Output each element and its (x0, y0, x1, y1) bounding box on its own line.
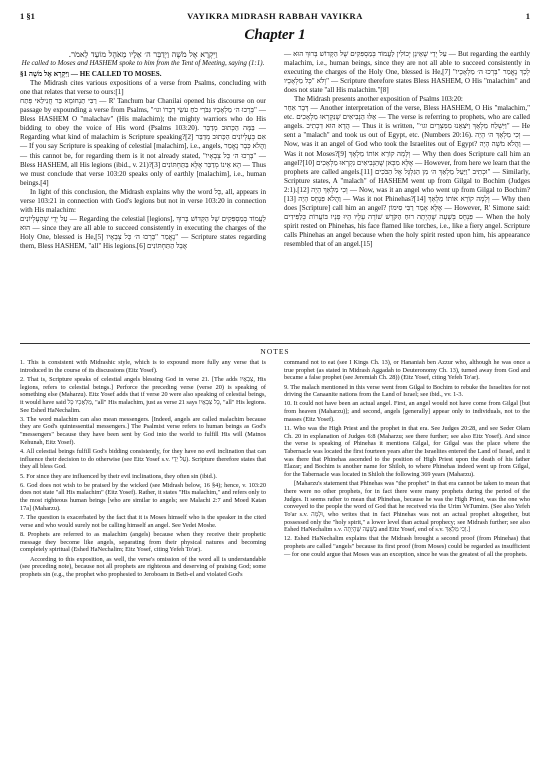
notes-left-column (20, 359, 266, 580)
notes-right-column (284, 359, 530, 560)
note-item: 10. It could not have been an actual angel. First, an angel would not have come from Gilgal [but from heaven (Maharzu)]; and second, angels [generally] appear only to individuals, not to the masses (Eitz Yosef). (284, 400, 530, 423)
paragraph: In light of this conclusion, the Midrash explains why the word כָּל, all, appears in verse 103:21 in connection with God's legions but not in verse 103:20 in connection with His malachim: (20, 187, 266, 214)
paragraph: — עַל יְדֵי שֶׁאֵינָן יְכוֹלִין לַעֲמוֹד בְּמַסְפִּקִים שֶׁל הַקָּדוֹשׁ בָּרוּךְ הוּא — But regarding the earthly malachim, i.e., human beings, since they are not all able to succeed consistently in executing the charges of the Holy One, blessed is He,[7] לְכָךְ נֶאֱמַר "בָּרְכוּ ה׳ מַלְאָכָיו" וְלֹא "כָּל מַלְאָכָיו" — Scripture therefore states Bless HASHEM, O His "malachim" and does not state "all His malachim."[8] (284, 50, 530, 95)
note-item: 2. That is, Scripture speaks of celestial angels blessing God in verse 21. [The adds צְבָאָיו, His legions, refers to celestial beings.] Perforce the preceding verse (verse 20) is speaking of something else (Maharzu). Eitz Yosef adds that if verse 20 were also speaking of celestial beings, it would have said מַלְאָכָיו כָּל, "all" His malachim, just as verse 21 says כָּל צְבָאָיו, "all" His legions. See Eshed HaNechalim. (20, 375, 267, 414)
paragraph: The Midrash presents another exposition of Psalms 103:20: (294, 95, 463, 104)
verse-heading (20, 50, 266, 68)
note-item: According to this exposition, as well, the verse's omission of the word all is understandable (see preceding note), because not all prophets are righteous and deserving of praising God; some prophets sin (e.g., the prophet who prophesied to Jeroboam in Beth-el and violated God's (20, 555, 266, 578)
note-item: 9. The malach mentioned in this verse went from Gilgal to Bochim to rebuke the Israelites for not driving the Canaanite nations from the Land of Israel; see ibid., vv. 1-3. (284, 383, 530, 399)
main-text-right-column (284, 50, 530, 249)
verse-hebrew: וַיִּקְרָא אֶל מֹשֶׁה וַיְדַבֵּר ה׳ אֵלָיו מֵאֹהֶל מוֹעֵד לֵאמֹר. (68, 50, 218, 59)
note-item: command not to eat (see I Kings Ch. 13), or Hananiah ben Azzur who, although he was once a true prophet (as stated in Midrash Aggadah to Deuteronomy Ch. 13), turned away from God and became a false prophet (see Jeremiah Ch. 28)) (Eitz Yosef, citing Yefeh To'ar). (284, 359, 530, 382)
notes-divider (20, 343, 530, 344)
verse-english: He called to Moses and HASHEM spoke to him from the Tent of Meeting, saying (1:1). (21, 59, 265, 68)
header-center: VAYIKRA MIDRASH RABBAH VAYIKRA (187, 11, 363, 21)
note-item: 6. God does not wish to be praised by the wicked (see Midrash below, 16 §4); hence, v. 103:20 does not state "all His malachim" (Eitz Yosef). Rather, it states "His malachim," and refers only to the most righteous human beings [who are similar to angels; see Malachi 2:7 and Moed Katan 17a] (Maharzu). (20, 481, 266, 512)
note-item: 3. The word malachim can also mean messengers. [Indeed, angels are called malachim because they are God's quintessential messengers.] The Psalmist verse refers to human beings as God's "messengers" because they have been sent by God into the world to fulfill His will (Matnos Kehunah, Eitz Yosef). (20, 415, 266, 446)
note-item: 4. All celestial beings fulfill God's bidding consistently, for they have no evil inclination that can influence their decision to do otherwise (see Eitz Yosef s.v. עַל יְדֵי). Scripture therefore states that they all bless God. (20, 448, 266, 471)
note-item: 5. For since they are influenced by their evil inclinations, they often sin (ibid.). (20, 472, 217, 480)
note-item: 8. Prophets are referred to as malachim (angels) because when they receive their prophetic message they become like angels, separating from their physical natures and becoming completely spiritual (Eshed HaNechalim; Eitz Yosef, citing Yefeh To'ar). (20, 530, 266, 554)
note-item: 7. The question is exacerbated by the fact that it is Moses himself who is the speaker in the cited verse and who would surely not be calling himself an angel. See Yedei Moshe. (20, 514, 266, 529)
paragraph: רַבִּי תַנְחוּמָא בַּר חֲנִילַאי פָּתַח — R' Tanchum bar Chanilai opened his discourse on our passage by expounding a verse from Psalms, "בָּרְכוּ ה׳ מַלְאָכָיו גִּבֹּרֵי כֹחַ עֹשֵׂי דְבָרוֹ וגו׳" — Bless HASHEM O "malachav" (His malachim); the mighty warriors who do His bidding to obey the voice of His word (Psalms 103:20). בַּמֶּה הַכָּתוּב מְדַבֵּר — Regarding what kind of malachim is Scripture speaking?[2] אִם בְּעֶלְיוֹנִים הַכָּתוּב מְדַבֵּר — If you say Scripture is speaking of celestial [malachim], i.e., angels, וַהֲלֹא כְּבָר נֶאֱמַר — this cannot be, for regarding them is it not already stated, "בָּרְכוּ ה׳ כָּל צְבָאָיו" — Bless HASHEM, all His legions (ibid., v. 21)?[3] הָא אֵינוֹ מְדַבֵּר אֶלָּא בַּתַּחְתּוֹנִים — Thus we must conclude that verse 103:20 speaks only of earthly [malachim], i.e., human beings.[4] (20, 97, 267, 187)
paragraph: עַל יְדֵי שֶׁהָעֶלְיוֹנִים — Regarding the celestial [legions], לַעֲמוֹד בְּמַסְפִּקִים שֶׁל הַקָּדוֹשׁ בָּרוּךְ הוּא — since they are all able to succeed consistently in executing the charges of the Holy One, blessed is He,[5] נֶאֱמַר "בָּרְכוּ ה׳ כָּל צְבָאָיו" — Scripture states regarding them, Bless HASHEM, "all" His legions.[6] אֲבָל הַתַּחְתּוֹנִים (20, 214, 267, 250)
chapter-title: Chapter 1 (244, 27, 306, 43)
header-right: 1 (525, 11, 530, 21)
section-marker: §1 וַיִּקְרָא אֶל מֹשֶׁה — HE CALLED TO MOSES. (20, 70, 162, 79)
main-text-left-column (20, 50, 266, 251)
notes-heading: NOTES (260, 347, 290, 356)
note-item: [Maharzu's statement that Phinehas was "the prophet" in that era cannot be taken to mean that there were no other prophets, for in fact there were many prophets during the period of the Judges. It seems rather to mean that Phinehas, because he was the High Priest, was the one who conveyed to the people the word of God that he received via the Urim VeTumim. (See also Yefeh To'ar s.v. וּלְמָה, who writes that in fact Phinehas was not an actual prophet altogether, but possessed only the "holy spirit," a lower level than actual prophecy; see Midrash further; see also Eshed HaNechalim s.v. בְּשָׁעָה שֶׁהָיְתָה and Eitz Yosef, end of s.v. וְכִי מַלְאָךְ.] (284, 480, 531, 534)
header-left: 1 §1 (20, 11, 35, 21)
paragraph: דָּבָר אַחֵר — Another interpretation of the verse, Bless HASHEM, O His "malachim," etc. אֵלּוּ הַנְּבִיאִים שֶׁנִּקְרְאוּ מַלְאָכִים — The verse is referring to prophets, who are called angels. הֲדָא הוּא דִכְתִיב — Thus it is written, "וַיִּשְׁלַח מַלְאָךְ וַיֹּצִאֵנוּ מִמִּצְרָיִם וגו׳" — He sent a "malach" and took us out of Egypt, etc. (Numbers 20:16). וְכִי מַלְאָךְ ה׳ הָיָה — Now, was it an angel of God who took the Israelites out of Egypt? וַהֲלֹא מֹשֶׁה הָיָה — Was it not Moses?[9] וְלָמָה קוֹרֵא אוֹתוֹ מַלְאָךְ — Why then does Scripture call him an angel?[10] אֶלָּא מִכָּאן שֶׁהַנְּבִיאִים נִקְרְאוּ מַלְאָכִים — However, from here we learn that the prophets are called angels.[11] וּכְתִיב "וַיַּעַל מַלְאַךְ ה׳ מִן הַגִּלְגָּל אֶל הַבֹּכִים" — Similarly, Scripture states, A "malach" of HASHEM went up from Gilgal to Bochim (Judges 2:1).[12] וְכִי מַלְאָךְ הָיָה — Now, was it an angel who went up from Gilgal to Bochim?[13] וַהֲלֹא פִּנְחָס הָיָה — Was it not Phinehas?[14] וְלָמָה קוֹרֵא אוֹתוֹ מַלְאָךְ — Why then does [Scripture] call him an angel? אֶלָּא אָמַר רַבִּי סִימוֹן — However, R' Simone said: פִּנְחָס בְּשָׁעָה שֶׁהָיְתָה רוּחַ הַקֹּדֶשׁ שׁוֹרָה עָלָיו הָיוּ פָנָיו בּוֹעֲרוֹת כְּלַפִּידִים — When the holy spirit rested on Phinehas, his face flamed like torches, i.e., like a fiery angel. Scripture calls Phinehas an angel because when the holy spirit rested upon him, his appearance resembled that of an angel.[15] (284, 104, 531, 248)
note-item: 11. Who was the High Priest and the prophet in that era. See Judges 20:28, and see Seder Olam Ch. 20 in explanation of Judges 6:8 (Maharzu; see there further; see also Eitz Yosef). And since the verse is speaking of Phinehas it mentions Gilgal, for Gilgal was the place where the Tabernacle was located the first fourteen years after the Israelites entered the Land of Israel, and it was there that Phinehas ascended to the position of High Priest upon the death of his father Elazar; and Bochim is another name for Shiloh, to where Phinehas indeed went up from Gilgal, for the Tabernacle was located in Shiloh the following 369 years (Maharzu). (284, 425, 530, 478)
paragraph: The Midrash cites various expositions of a verse from Psalms, concluding with one that relates that verse to ours:[1] (20, 79, 266, 97)
note-item: 1. This is consistent with Midrashic style, which is to expound more fully any verse that is introduced in the course of its discussions (Eitz Yosef). (20, 359, 266, 374)
running-header (20, 8, 530, 24)
note-item: 12. Eshed HaNechalim explains that the Midrash brought a second proof (from Phinehas) that prophets are called "angels" because its first proof (from Moses) could be regarded as insufficient — for one could argue that Moses was an exception, since he was the greatest of all the prophets. (284, 535, 530, 558)
